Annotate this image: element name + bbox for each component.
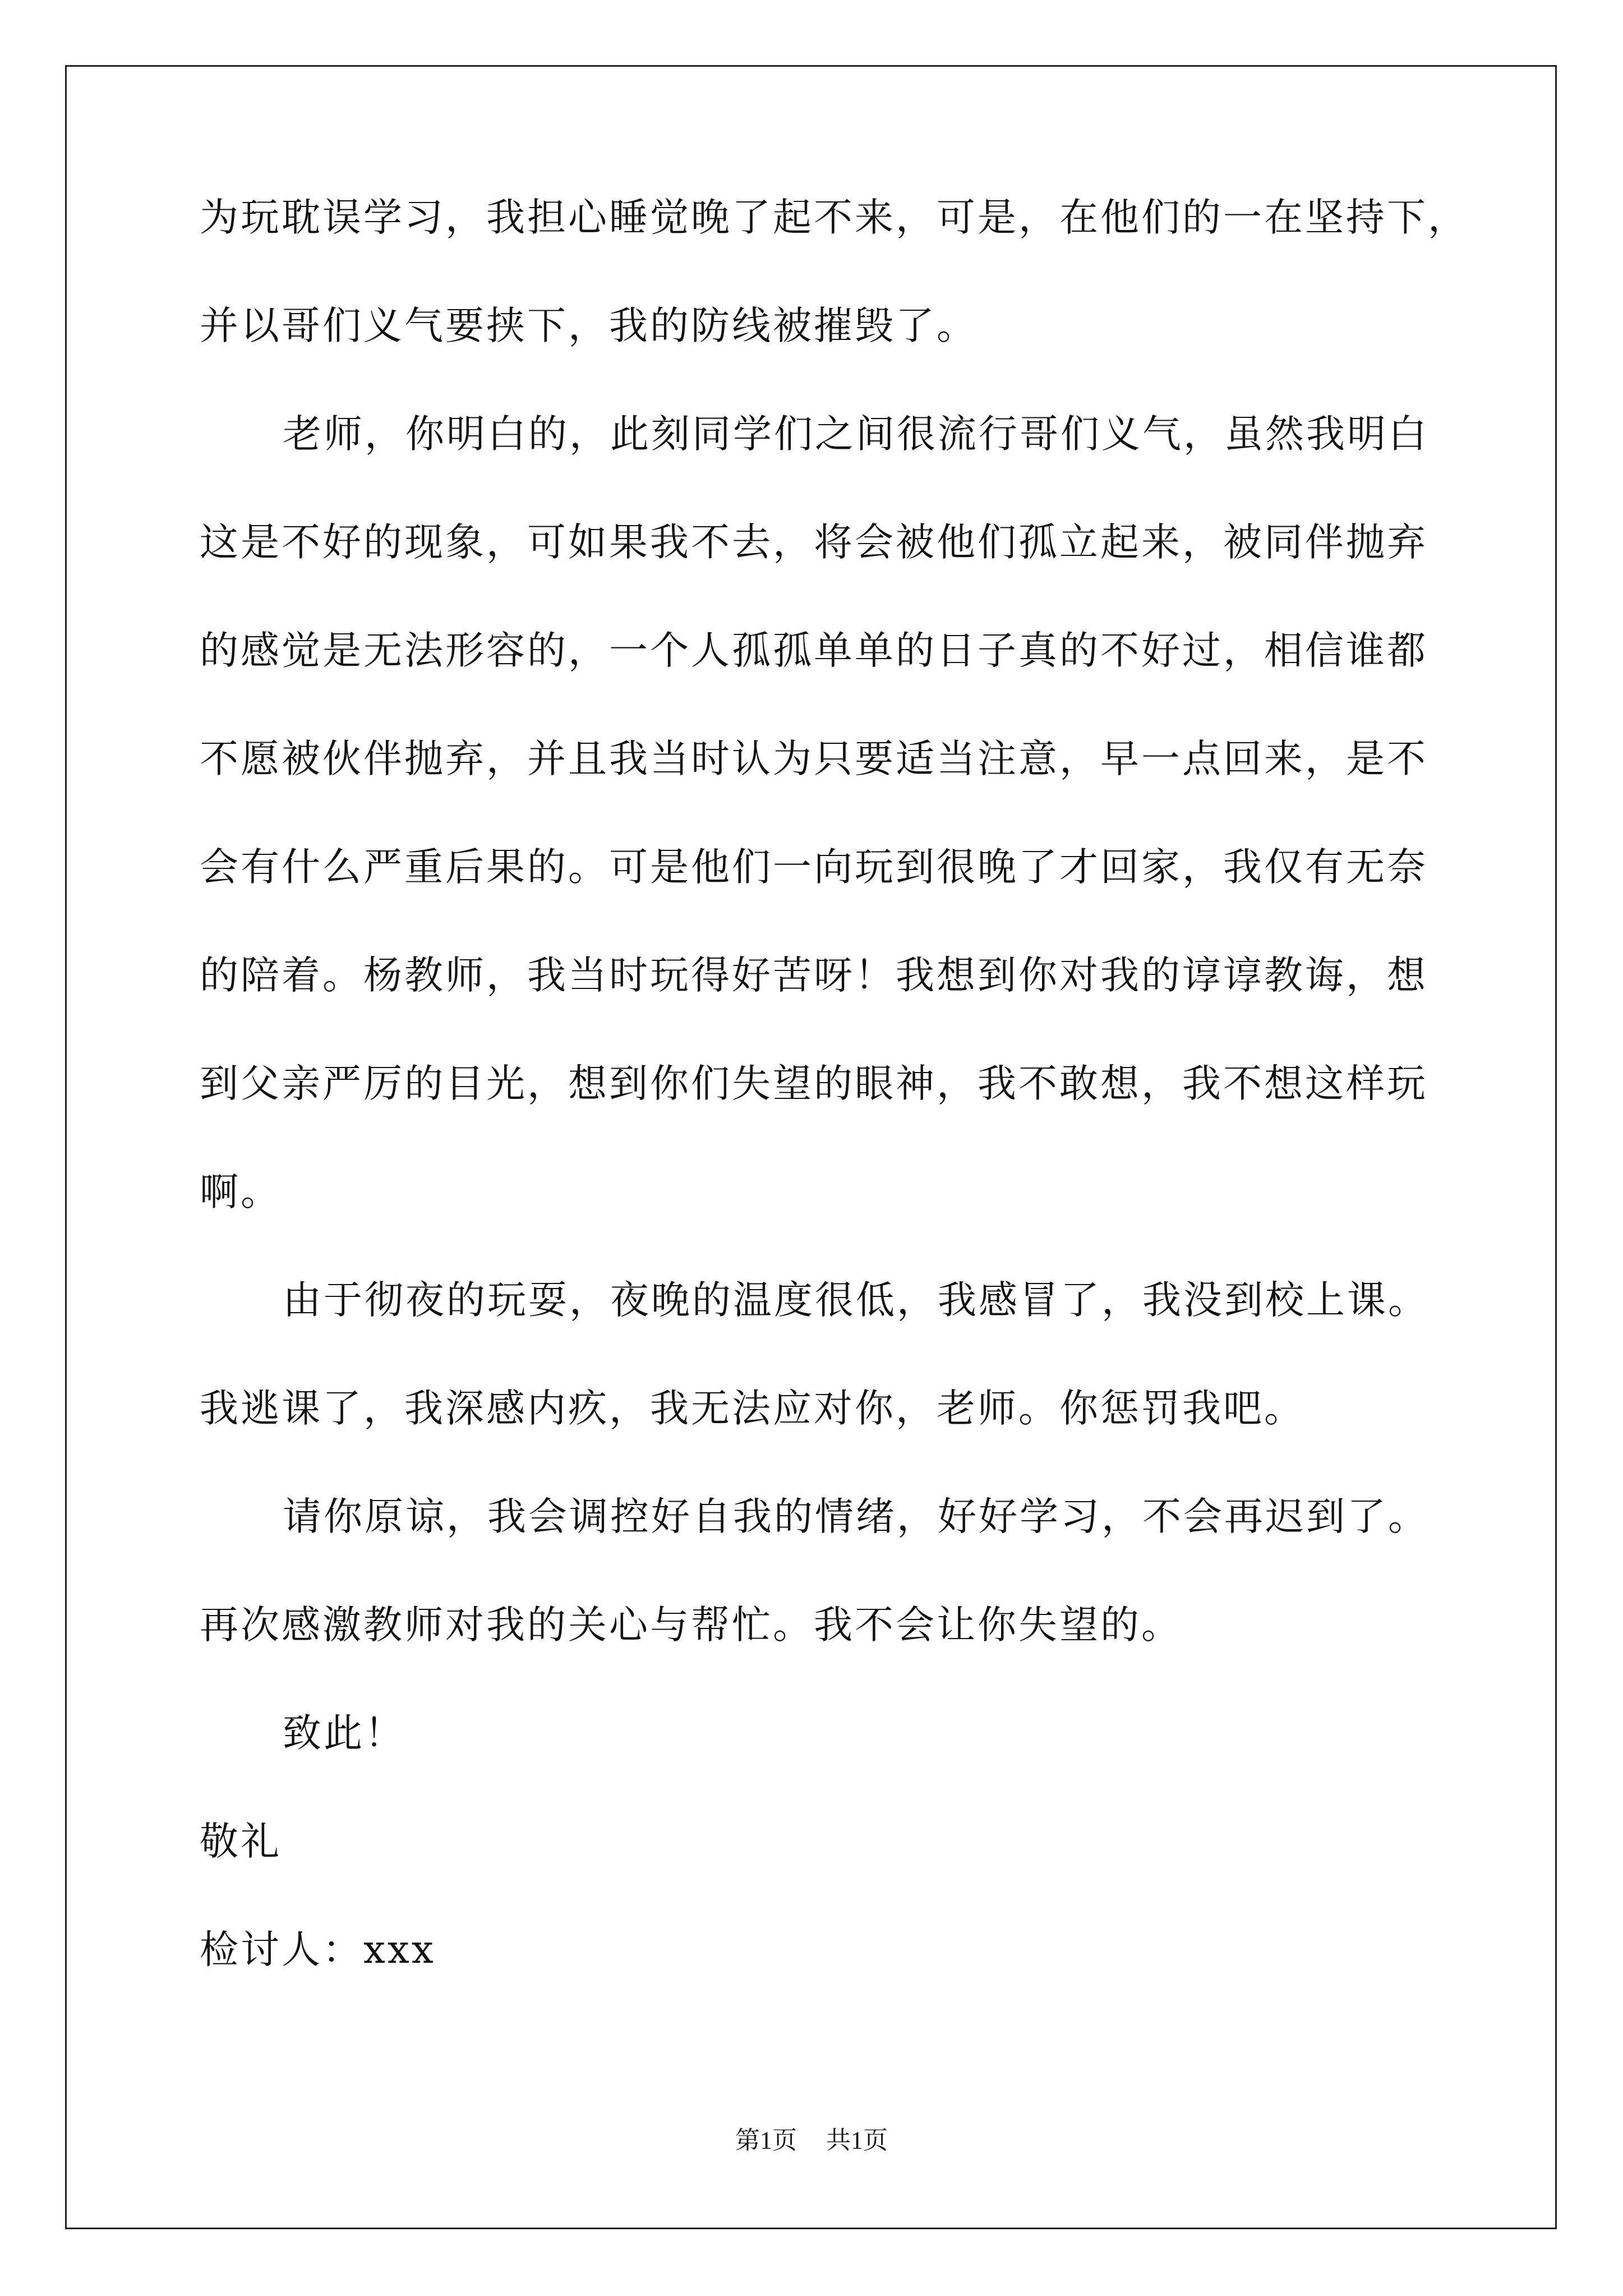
text-line: 不愿被伙伴抛弃，并且我当时认为只要适当注意，早一点回来，是不 bbox=[200, 737, 1428, 781]
page-number-current: 第1页 bbox=[735, 2127, 797, 2154]
signature-line: 检讨人：xxx bbox=[200, 1927, 436, 1972]
text-line: 为玩耽误学习，我担心睡觉晚了起不来，可是，在他们的一在坚持下， bbox=[200, 195, 1469, 240]
text-line: 并以哥们义气要挟下，我的防线被摧毁了。 bbox=[200, 303, 978, 348]
paragraph-start-line: 老师，你明白的，此刻同学们之间很流行哥们义气，虽然我明白 bbox=[283, 412, 1429, 457]
paragraph-start-line: 请你原谅，我会调控好自我的情绪，好好学习，不会再迟到了。 bbox=[283, 1494, 1429, 1539]
text-line: 再次感激教师对我的关心与帮忙。我不会让你失望的。 bbox=[200, 1603, 1182, 1648]
text-line: 我逃课了，我深感内疚，我无法应对你，老师。你惩罚我吧。 bbox=[200, 1386, 1305, 1431]
text-line: 的陪着。杨教师，我当时玩得好苦呀！我想到你对我的谆谆教诲，想 bbox=[200, 953, 1428, 998]
text-line: 这是不好的现象，可如果我不去，将会被他们孤立起来，被同伴抛弃 bbox=[200, 520, 1428, 565]
text-line: 啊。 bbox=[200, 1170, 282, 1214]
page-footer bbox=[0, 2124, 1623, 2157]
text-line: 会有什么严重后果的。可是他们一向玩到很晚了才回家，我仅有无奈 bbox=[200, 845, 1428, 890]
salutation: 敬礼 bbox=[200, 1819, 282, 1864]
closing-phrase: 致此！ bbox=[283, 1711, 405, 1756]
text-line: 到父亲严厉的目光，想到你们失望的眼神，我不敢想，我不想这样玩 bbox=[200, 1061, 1428, 1106]
text-line: 的感觉是无法形容的，一个人孤孤单单的日子真的不好过，相信谁都 bbox=[200, 628, 1428, 673]
page-number-total: 共1页 bbox=[826, 2127, 888, 2154]
paragraph-start-line: 由于彻夜的玩耍，夜晚的温度很低，我感冒了，我没到校上课。 bbox=[283, 1278, 1429, 1323]
letter-body bbox=[200, 191, 1469, 2031]
